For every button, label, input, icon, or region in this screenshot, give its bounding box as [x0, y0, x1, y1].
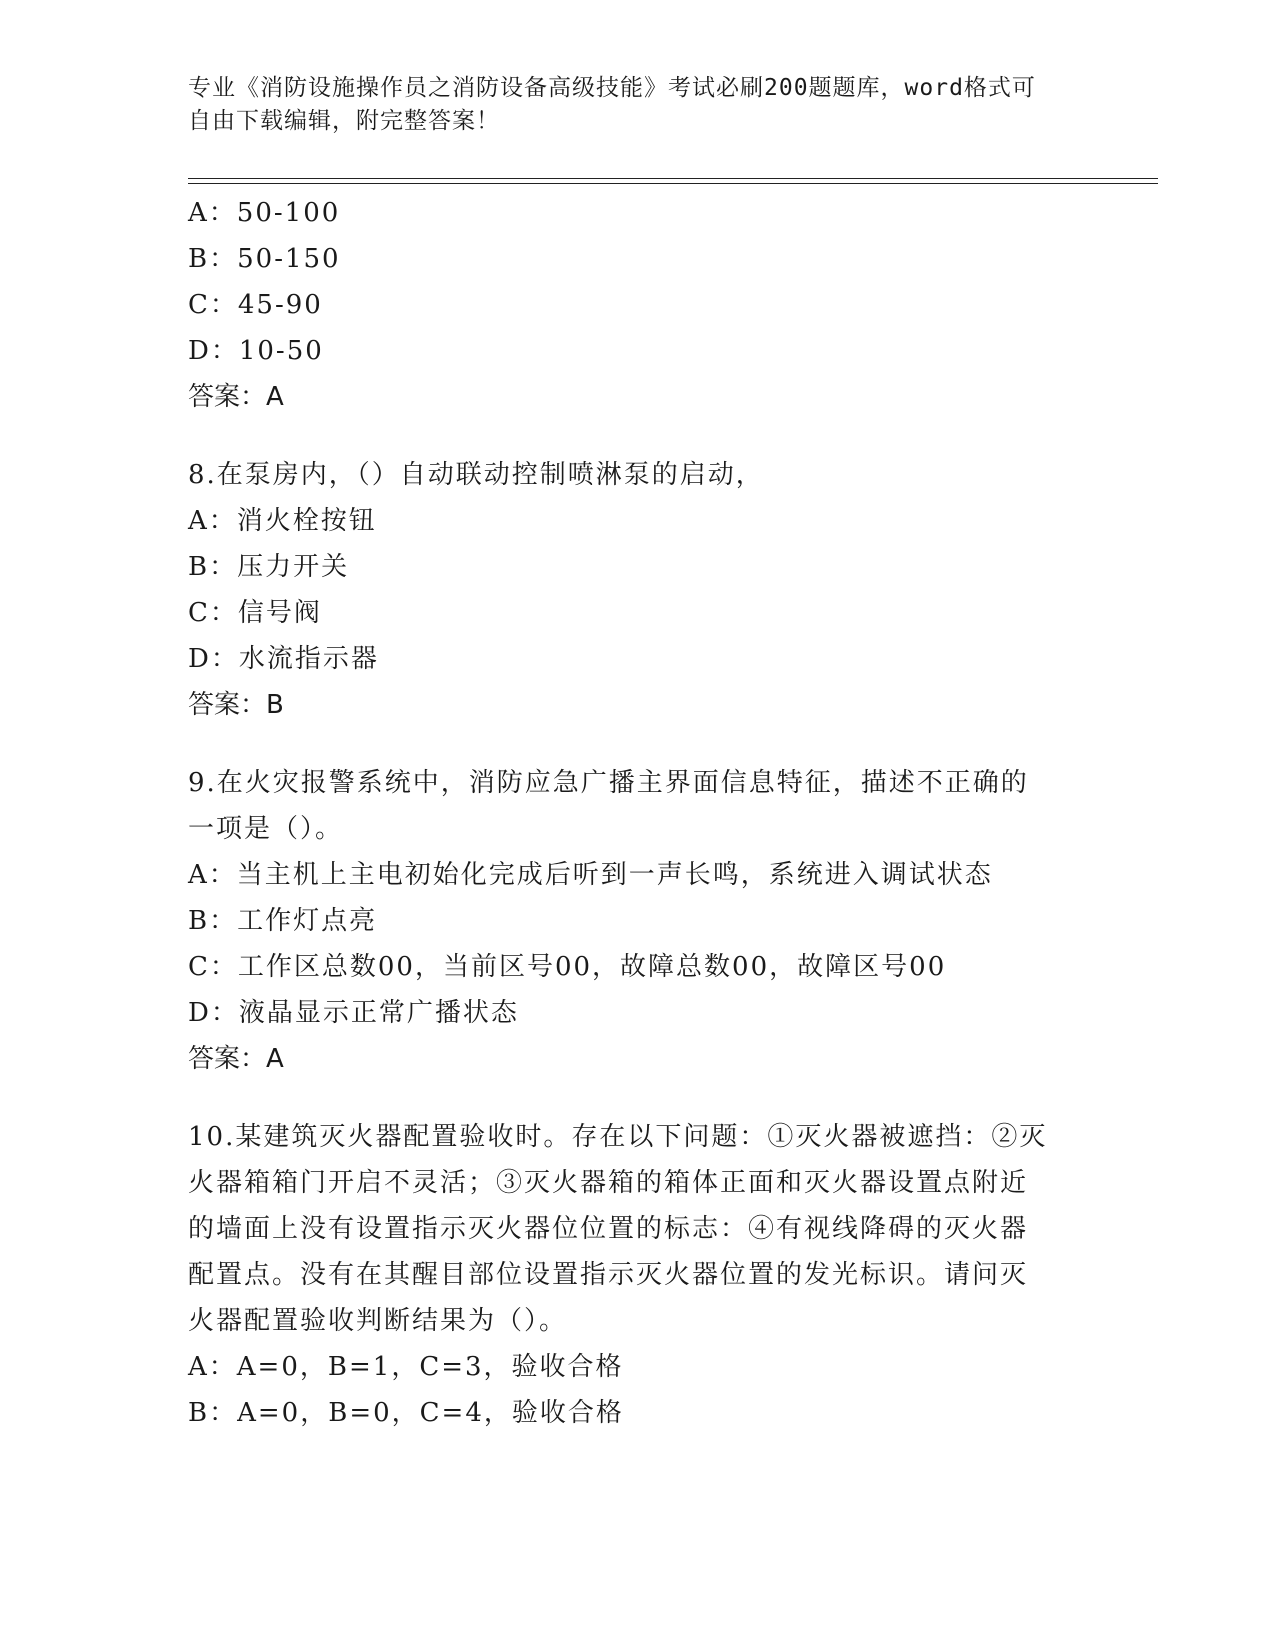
- question-7: [188, 190, 1088, 420]
- option-a: A：A=0，B=1，C=3，验收合格: [188, 1352, 624, 1382]
- document-header: [188, 72, 1088, 138]
- question-list: [188, 190, 1088, 1436]
- option-b: B：工作灯点亮: [188, 906, 378, 936]
- option-b: B：压力开关: [188, 552, 350, 582]
- question-10: [188, 1114, 1088, 1436]
- option-c: C：工作区总数00，当前区号00，故障总数00，故障区号00: [188, 952, 947, 982]
- question-9: [188, 760, 1088, 1082]
- option-c: C：信号阀: [188, 598, 322, 628]
- question-text-line-3: 的墙面上没有设置指示灭火器位位置的标志：④有视线降碍的灭火器: [188, 1214, 1029, 1244]
- question-text-line-1: 9.在火灾报警系统中，消防应急广播主界面信息特征，描述不正确的: [188, 768, 1029, 798]
- question-8: [188, 452, 1088, 728]
- option-b: B：A=0，B=0，C=4，验收合格: [188, 1398, 624, 1428]
- question-text-line-4: 配置点。没有在其醒目部位设置指示灭火器位置的发光标识。请问灭: [188, 1260, 1029, 1290]
- option-d: D：液晶显示正常广播状态: [188, 998, 519, 1028]
- question-text-line-2: 一项是（）。: [188, 814, 344, 844]
- header-divider-top: [188, 178, 1158, 179]
- question-text: 8.在泵房内，（）自动联动控制喷淋泵的启动，: [188, 460, 764, 490]
- option-c: C：45-90: [188, 290, 323, 320]
- option-a: A：消火栓按钮: [188, 506, 377, 536]
- option-d: D：水流指示器: [188, 644, 379, 674]
- question-text-line-1: 10.某建筑灭火器配置验收时。存在以下问题：①灭火器被遮挡：②灭: [188, 1122, 1048, 1152]
- question-text-line-2: 火器箱箱门开启不灵活；③灭火器箱的箱体正面和灭火器设置点附近: [188, 1168, 1029, 1198]
- option-d: D：10-50: [188, 336, 324, 366]
- header-line-1: 专业《消防设施操作员之消防设备高级技能》考试必刷200题题库，word格式可: [188, 75, 1036, 101]
- answer: 答案：A: [188, 382, 284, 412]
- option-b: B：50-150: [188, 244, 341, 274]
- answer: 答案：B: [188, 690, 284, 720]
- header-divider-bottom: [188, 183, 1158, 184]
- question-text-line-5: 火器配置验收判断结果为（）。: [188, 1306, 568, 1336]
- header-line-2: 自由下载编辑，附完整答案！: [188, 108, 500, 134]
- option-a: A：50-100: [188, 198, 341, 228]
- answer: 答案：A: [188, 1044, 284, 1074]
- option-a: A：当主机上主电初始化完成后听到一声长鸣，系统进入调试状态: [188, 860, 993, 890]
